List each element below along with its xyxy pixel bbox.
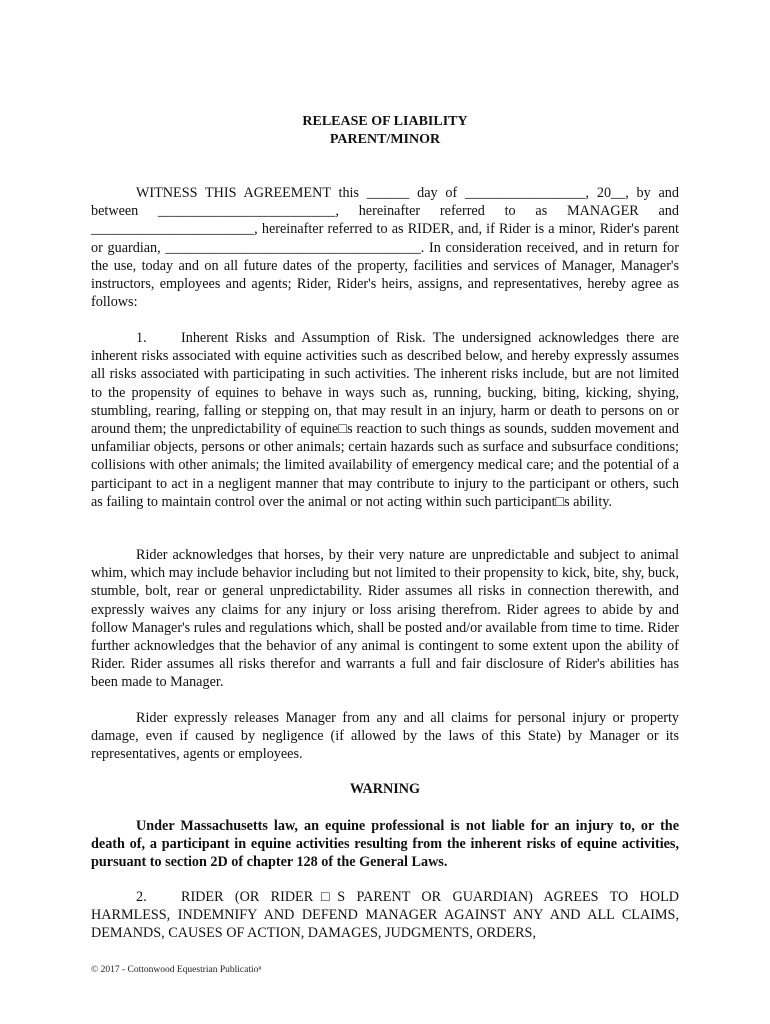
intro-paragraph: WITNESS THIS AGREEMENT this ______ day of _________________, 20__, by and between _________________________, hereinafter referred to as MANAGER and _______________________, hereinafter referred to as RIDER, and, if Rider is a minor, Rider's parent or guardian, ____________________________________. In consideration received, and in return for the use, today and on all future dates of the property, facilities and services of Manager, Manager's instructors, employees and agents; Rider, Rider's heirs, assigns, and representatives, hereby agree as follows: — [91, 185, 679, 311]
section-2-paragraph — [91, 888, 679, 943]
document-title: RELEASE OF LIABILITY — [302, 114, 468, 129]
section-1-paragraph — [91, 329, 679, 511]
warning-text: Under Massachusetts law, an equine professional is not liable for an injury to, or the death of, a participant in equine activities resulting from the inherent risks of equine activities, pursuant to section 2D of chapter 128 of the General Laws. — [91, 818, 679, 871]
rider-acknowledgement-paragraph: Rider acknowledges that horses, by their very nature are unpredictable and subject to animal whim, which may include behavior including but not limited to their propensity to kick, bite, shy, buck, stumble, bolt, rear or general unpredictability. Rider assumes all risks in connection therewith, and expressly waives any claims for any injury or loss arising therefrom. Rider agrees to abide by and follow Manager's rules and regulations which, shall be posted and/or available from time to time. Rider further acknowledges that the behavior of any animal is contingent to some extent upon the ability of Rider. Rider assumes all risks therefor and warrants a full and fair disclosure of Rider's abilities has been made to Manager. — [91, 547, 679, 691]
release-paragraph: Rider expressly releases Manager from any and all claims for personal injury or property damage, even if caused by negligence (if allowed by the laws of this State) by Manager or its representatives, agents or employees. — [91, 710, 679, 763]
section-1-number: 1. — [136, 330, 147, 346]
warning-heading: WARNING — [349, 781, 421, 797]
copyright-footer: © 2017 - Cottonwood Equestrian Publicatioⁿ — [91, 965, 262, 975]
document-subtitle: PARENT/MINOR — [329, 132, 441, 147]
section-2-number: 2. — [136, 889, 147, 905]
section-1-text: Inherent Risks and Assumption of Risk. The undersigned acknowledges there are inherent risks associated with equine activities such as described below, and hereby expressly assumes all risks associated with participating in such activities. The inherent risks include, but are not limited to the propensity of equines to behave in ways such as, running, bucking, biting, kicking, shying, stumbling, rearing, falling or stepping on, that may result in an injury, harm or death to persons on or around them; the unpredictability of equine□s reaction to such things as sounds, sudden movement and unfamiliar objects, persons or other animals; certain hazards such as surface and subsurface conditions; collisions with other animals; the limited availability of emergency medical care; and the potential of a participant to act in a negligent manner that may contribute to injury to the participant or others, such as failing to maintain control over the animal or not acting within such participant□s ability. — [91, 330, 679, 510]
section-2-text: RIDER (OR RIDER□S PARENT OR GUARDIAN) AGREES TO HOLD HARMLESS, INDEMNIFY AND DEFEND MANAGER AGAINST ANY AND ALL CLAIMS, DEMANDS, CAUSES OF ACTION, DAMAGES, JUDGMENTS, ORDERS, — [91, 889, 679, 942]
